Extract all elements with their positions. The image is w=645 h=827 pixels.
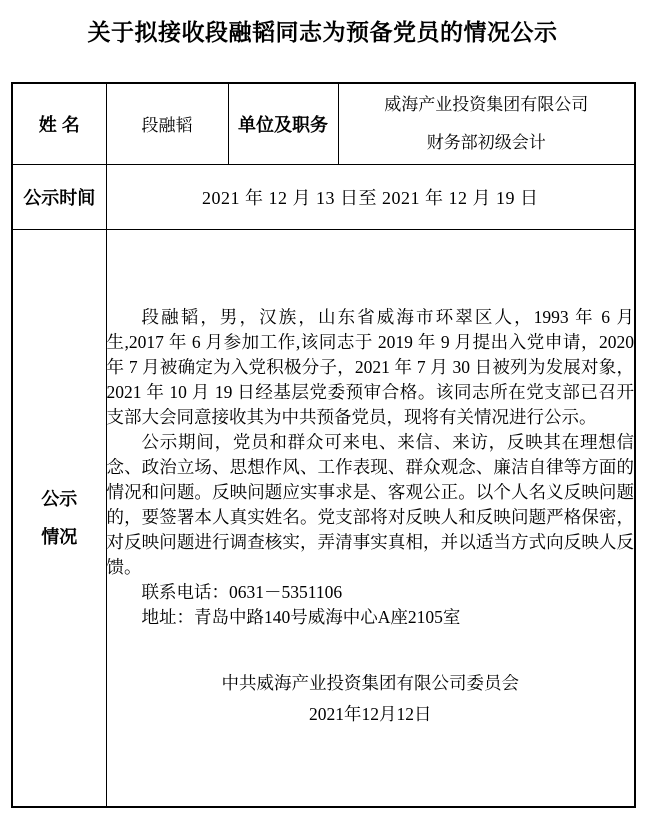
details-paragraph-2: 公示期间，党员和群众可来电、来信、来访，反映其在理想信念、政治立场、思想作风、工作表现、群众观念、廉洁自律等方面的情况和问题。反映问题应实事求是、客观公正。以个人名义反映问题的，要签署本人真实姓名。党支部将对反映人和反映问题严格保密，对反映问题进行调查核实，弄清事实真相，并以适当方式向反映人反馈。 bbox=[106, 432, 634, 578]
name-label: 姓 名 bbox=[12, 83, 106, 164]
details-label bbox=[12, 229, 106, 807]
notice-table bbox=[11, 82, 636, 808]
signature-organization: 中共威海产业投资集团有限公司委员会 bbox=[221, 673, 519, 694]
signature-block bbox=[107, 668, 635, 730]
table-row bbox=[12, 164, 635, 229]
unit-value bbox=[338, 83, 635, 164]
period-value: 2021 年 12 月 13 日至 2021 年 12 月 19 日 bbox=[106, 164, 635, 229]
unit-label: 单位及职务 bbox=[228, 83, 338, 164]
details-content bbox=[106, 229, 635, 807]
details-label-line2: 情况 bbox=[41, 526, 78, 547]
details-paragraph-1: 段融韬，男，汉族，山东省威海市环翠区人，1993 年 6 月生,2017 年 6 月参加工作,该同志于 2019 年 9 月提出入党申请，2020 年 7 月被确定为入党积极分子，2021 年 7 月 30 日被列为发展对象，2021 年 10 月 19 日经基层党委预审合格。该同志所在党支部已召开支部大会同意接收其为中共预备党员，现将有关情况进行公示。 bbox=[106, 307, 634, 428]
contact-address: 地址：青岛中路140号威海中心A座2105室 bbox=[141, 607, 461, 628]
signature-date: 2021年12月12日 bbox=[309, 704, 432, 725]
table-row bbox=[12, 229, 635, 807]
details-label-line1: 公示 bbox=[41, 488, 78, 509]
name-value: 段融韬 bbox=[106, 83, 228, 164]
page-title: 关于拟接收段融韬同志为预备党员的情况公示 bbox=[87, 19, 558, 45]
unit-value-line1: 威海产业投资集团有限公司 bbox=[384, 94, 589, 114]
unit-value-line2: 财务部初级会计 bbox=[426, 132, 546, 152]
contact-phone: 联系电话：0631－5351106 bbox=[141, 582, 343, 603]
table-row bbox=[12, 83, 635, 164]
period-label: 公示时间 bbox=[12, 164, 106, 229]
